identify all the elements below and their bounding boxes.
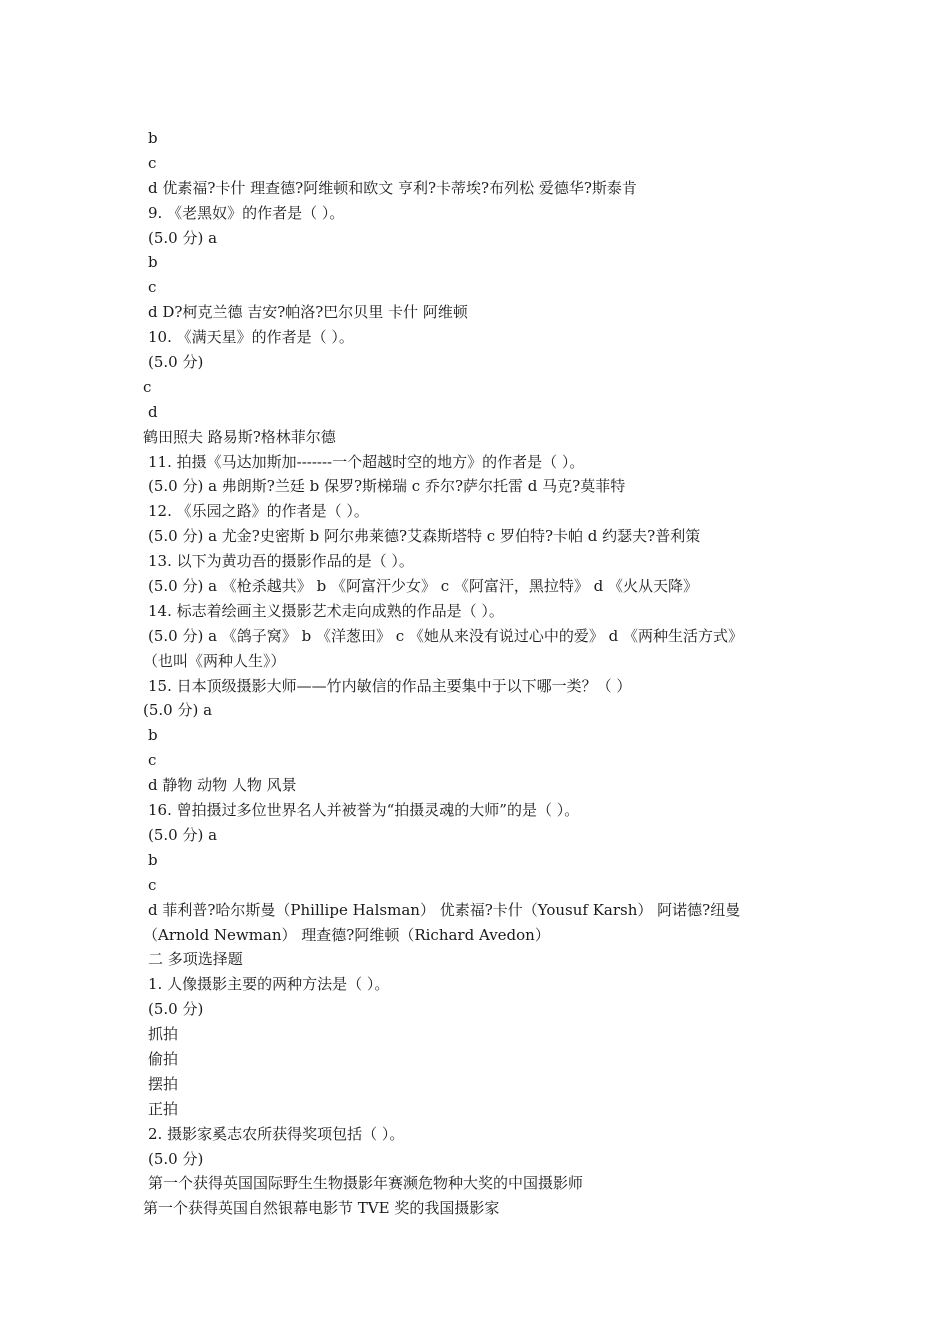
text-line: b (148, 129, 158, 147)
text-line: d 菲利普?哈尔斯曼（Phillipe Halsman） 优素福?卡什（Yousuf Karsh） 阿诺德?纽曼 (148, 900, 741, 919)
text-line: c (148, 751, 157, 770)
text-line: 9. 《老黑奴》的作者是（ ）。 (148, 203, 345, 222)
text-line: c (143, 377, 152, 396)
text-line: c (148, 875, 157, 894)
text-line: 13. 以下为黄功吾的摄影作品的是（ ）。 (148, 552, 414, 571)
text-line: 12. 《乐园之路》的作者是（ ）。 (148, 502, 369, 521)
text-line: (5.0 分) a 尤金?史密斯 b 阿尔弗莱德?艾森斯塔特 c 罗伯特?卡帕 d 约瑟夫?普利策 (148, 527, 701, 546)
text-line: （Arnold Newman） 理查德?阿维顿（Richard Avedon） (143, 925, 550, 944)
text-line: b (148, 253, 158, 272)
text-line: b (148, 726, 158, 745)
text-line: b (148, 850, 158, 869)
text-line: 正拍 (148, 1099, 179, 1118)
text-line: 14. 标志着绘画主义摄影艺术走向成熟的作品是（ ）。 (148, 601, 504, 620)
text-line: 第一个获得英国国际野生生物摄影年赛濒危物种大奖的中国摄影师 (148, 1174, 584, 1193)
text-line: (5.0 分) (148, 1149, 204, 1168)
text-line: 偷拍 (148, 1049, 179, 1068)
text-line: （也叫《两种人生》） (143, 651, 286, 670)
text-line: d (148, 402, 158, 421)
text-line: (5.0 分) a 《鸽子窝》 b 《洋葱田》 c 《她从来没有说过心中的爱》 d 《两种生活方式》 (148, 626, 744, 645)
text-line: 2. 摄影家奚志农所获得奖项包括（ ）。 (148, 1124, 405, 1143)
document-body (143, 126, 813, 1221)
text-line: 鹤田照夫 路易斯?格林菲尔德 (143, 427, 336, 446)
text-line: d 优素福?卡什 理查德?阿维顿和欧文 亨利?卡蒂埃?布列松 爱德华?斯泰肯 (148, 178, 637, 197)
text-line: (5.0 分) a (148, 228, 218, 247)
text-line: 摆拍 (148, 1074, 179, 1093)
text-line: 二 多项选择题 (148, 950, 243, 969)
text-line: 第一个获得英国自然银幕电影节 TVE 奖的我国摄影家 (143, 1199, 500, 1218)
text-line: 15. 日本顶级摄影大师——竹内敏信的作品主要集中于以下哪一类？（ ） (148, 676, 632, 695)
text-line: 11. 拍摄《马达加斯加-------一个超越时空的地方》的作者是（ ）。 (148, 452, 585, 471)
text-line: (5.0 分) a (143, 701, 213, 720)
text-line: c (148, 278, 157, 297)
text-line: d D?柯克兰德 吉安?帕洛?巴尔贝里 卡什 阿维顿 (148, 303, 468, 322)
text-line: c (148, 153, 157, 172)
text-line: (5.0 分) (148, 1000, 204, 1019)
text-line: 抓拍 (148, 1025, 179, 1044)
text-line: (5.0 分) (148, 353, 204, 372)
text-line: (5.0 分) a 弗朗斯?兰廷 b 保罗?斯梯瑞 c 乔尔?萨尔托雷 d 马克?莫菲特 (148, 477, 626, 496)
text-line: 16. 曾拍摄过多位世界名人并被誉为“拍摄灵魂的大师”的是（ ）。 (148, 801, 580, 820)
text-line: 10. 《满天星》的作者是（ ）。 (148, 328, 354, 347)
text-line: (5.0 分) a (148, 825, 218, 844)
text-line: 1. 人像摄影主要的两种方法是（ ）。 (148, 975, 390, 994)
text-line: (5.0 分) a 《枪杀越共》 b 《阿富汗少女》 c 《阿富汗，黑拉特》 d 《火从天降》 (148, 577, 699, 596)
text-line: d 静物 动物 人物 风景 (148, 776, 297, 795)
